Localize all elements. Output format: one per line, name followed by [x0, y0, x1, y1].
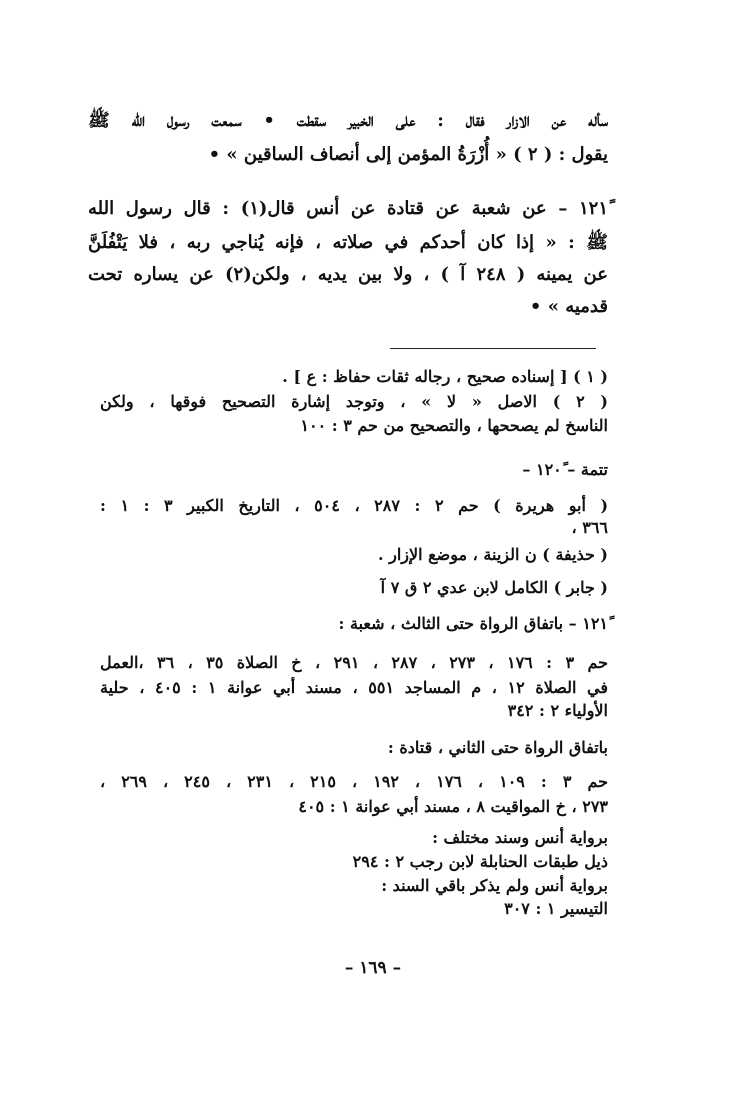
appendix-line: ( أبو هريرة ) حم ٢ : ٢٨٧ ، ٥٠٤ ، التاريخ الكبير ٣ : ١ : — [100, 496, 609, 515]
main-text-line: ﷺ : « إذا كان أحدكم في صلاته ، فإنه يُناجي ربه ، فلا يَتْفُلَنَّ — [88, 232, 608, 253]
appendix-line: الأولياء ٢ : ٣٤٢ — [507, 701, 608, 720]
appendix-line: في الصلاة ١٢ ، م المساجد ٥٥١ ، مسند أبي عوانة ١ : ٤٠٥ ، حلية — [100, 678, 609, 697]
main-text-line: قدميه » • — [529, 296, 608, 317]
appendix-heading: تتمة – ١٢٠ً – — [522, 460, 608, 479]
appendix-line: برواية أنس ولم يذكر باقي السند : — [381, 876, 608, 895]
main-text-line: ١٢١ً – عن شعبة عن قتادة عن أنس قال(١) : قال رسول الله — [88, 198, 609, 219]
appendix-line: ذيل طبقات الحنابلة لابن رجب ٢ : ٢٩٤ — [352, 852, 608, 871]
appendix-line: ( جابر ) الكامل لابن عدي ٢ ق ٧ آ — [380, 578, 608, 597]
appendix-line: باتفاق الرواة حتى الثاني ، قتادة : — [387, 738, 608, 757]
page-number: – ١٦٩ – — [344, 958, 402, 978]
footnote-line: ( ٢ ) الاصل « لا » ، وتوجد إشارة التصحيح فوقها ، ولكن — [100, 392, 608, 411]
appendix-line: ١٢١ً – باتفاق الرواة حتى الثالث ، شعبة : — [338, 614, 608, 633]
appendix-line: ٢٧٣ ، خ المواقيت ٨ ، مسند أبي عوانة ١ : ٤٠٥ — [298, 797, 608, 816]
appendix-line: حم ٣ : ١٠٩ ، ١٧٦ ، ١٩٢ ، ٢١٥ ، ٢٣١ ، ٢٤٥ ، ٢٦٩ ، — [100, 772, 608, 791]
appendix-line: حم ٣ : ١٧٦ ، ٢٧٣ ، ٢٨٧ ، ٢٩١ ، خ الصلاة ٣٥ ، ٣٦ ،العمل — [100, 653, 609, 672]
main-text-line: يقول : ( ٢ ) « أُزْرَةُ المؤمن إلى أنصاف الساقين » • — [208, 144, 608, 165]
appendix-line: ( حذيفة ) ن الزينة ، موضع الإزار . — [377, 545, 608, 564]
main-text-line: عن يمينه ( ٢٤٨ آ ) ، ولا بين يديه ، ولكن(٢) عن يساره تحت — [88, 264, 608, 285]
main-text-line: سأله عن الازار فقال : على الخبير سقطت • سمعت رسول الله ﷺ — [88, 110, 608, 131]
appendix-line: ٣٦٦ ، — [571, 518, 608, 537]
appendix-line: التيسير ١ : ٣٠٧ — [504, 899, 608, 918]
footnote-line: الناسخ لم يصححها ، والتصحيح من حم ٣ : ١٠٠ — [300, 416, 608, 435]
footnote-separator — [390, 348, 596, 349]
appendix-line: برواية أنس وسند مختلف : — [432, 828, 608, 847]
footnote-line: ( ١ ) [ إسناده صحيح ، رجاله ثقات حفاظ : ع ] . — [282, 367, 608, 386]
